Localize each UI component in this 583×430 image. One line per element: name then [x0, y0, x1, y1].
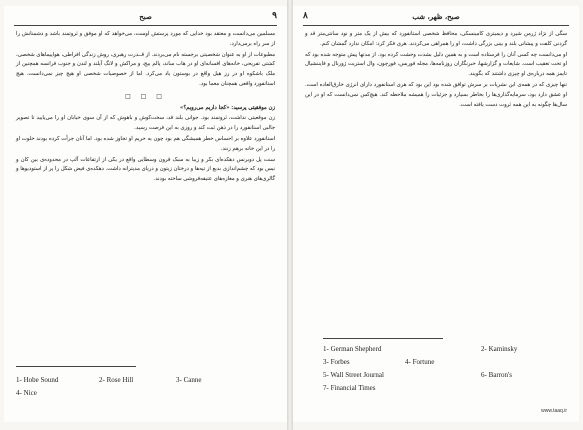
paragraph: سگی از نژاد ژرمن شپرد و دیمیتری کامینسکی، محافظ شخصی استانفورد که بیش از یک متر و نود سانتی‌متر قد و گردنی کلفت و پیشانی بلند و بینی بزرگی داشت، او را همراهی می‌کردند. هری فکر کرد: امکان ندارد گمشان کنم.: [305, 31, 567, 47]
footnote: 3- Forbes: [323, 358, 350, 366]
footnote: 5- Wall Street Journal: [323, 371, 384, 379]
paragraph: سنت پل دوبرنس دهکده‌ای بکر و زیبا به سبک قرون وسطایی واقع در یکی از ارتفاعات آلپ در محدوده‌ی بین کان و نیس بود که چشم‌اندازی بدیع از تپه‌ها و درختان زیتون و دریای مدیترانه داشت. دهکده‌ی فیض شکل را پر از استودیوها و گالری‌های هنری و مغازه‌های عتیقه‌فروشی ساخته بودند.: [16, 156, 275, 183]
left-header-title: صبح: [139, 12, 152, 21]
paragraph: مطبوعات از او به عنوان شخصیتی برجسته نام می‌بردند. از قــدرت رهبری، روش زندگی افراطی، هواپیماهای شخصی، کشتی تفریحی، خانه‌های افسانه‌ای او در هاب ساند، پالم بیچ، و مراکش و لانگ آیلند و لندن و جنوب فرانسه همچنین از ملک باشکوه او در رز هیل واقع در بوستون یاد می‌کرد. اما از خصوصیات شخصی او هیچ چیز نمی‌دانست. هیچ استانفورد واقعی همچنان معما بود.: [16, 51, 275, 87]
right-page: [293, 6, 579, 422]
subheading: زن موفقیتی پرسید: «کجا داریم می‌رویم؟»: [180, 104, 275, 111]
left-page: [4, 6, 287, 422]
footnote: 4- Nice: [16, 389, 37, 397]
footnote: 1- German Shepherd: [323, 345, 382, 353]
left-footnote-rule: [16, 366, 136, 367]
footnote: 3- Canne: [176, 376, 202, 384]
right-footnote-rule: [323, 338, 443, 339]
left-header-rule: [14, 25, 277, 26]
section-break: □ □ □: [125, 92, 166, 100]
left-body-text: [16, 30, 275, 356]
site-url: www.taaq.ir: [541, 408, 567, 414]
paragraph: مسلمین می‌دانست و معتقد بود خدایی که مورد پرستش اوست، می‌خواهد که او موفق و ثروتمند باشد و دشمنانش را از سر راه برمی‌دارد.: [16, 31, 275, 47]
right-page-number: ۸: [303, 11, 308, 21]
right-header-rule: [303, 25, 569, 26]
footnote: 7- Financial Times: [323, 384, 376, 392]
paragraph: زن موقعیتی نداشت، ثروتمند بود. جوانی بلند قد، سخت‌کوش و باهوش که از آن سوی خیابان او را می‌پایید تا تصویر جالبی استانفورد را در ذهن ثبت کند و روزی به این فرصت رسید.: [16, 115, 275, 132]
paragraph: او می‌دانست چه کسی آنان را فرستاده است و به همین دلیل بشدت وحشت کرده بود. از مدتها پیش متوجه شده بود که او تحت تعقیب است. شایعات و گزارشها، خبرنگاران روزنامه‌ها، مجله فوربس، فورچون، وال استریت ژورنال و فایننشیال تایمز همه درباره‌ی او چیزی داشتند که بگویند.: [305, 51, 567, 78]
footnote: 6- Barron's: [481, 371, 513, 379]
paragraph: تنها چیزی که در همه‌ی این نشریات بر سرش توافق شده بود این بود که هری استانفورد دارای انرژی خارق‌العاده است. او عشق دارد بود، سرمایه‌گذاری‌ها را بخاطر بسپارد و جزئیات را همیشه ملاحظه کند. هیچ‌کس نمی‌دانست که او در این سال‌ها چگونه به این همه ثروت دست یافته است.: [305, 81, 567, 108]
paragraph: استانفورد علاوه بر احساس خطر همیشگی هم بود چون به حریم او تجاوز شده بود. اما آنان جرأت کرده بودند خلوت او را در این خانه برهم زنند.: [16, 135, 275, 152]
footnote: 2- Rose Hill: [99, 376, 134, 384]
left-running-header: [14, 12, 277, 24]
footnote: 1- Hobe Sound: [16, 376, 59, 384]
right-body-text: [305, 30, 567, 330]
right-header-title: صبح، ظهر، شب: [412, 12, 460, 21]
footnote: 4- Fortune: [405, 358, 435, 366]
left-page-number: ۹: [272, 11, 277, 21]
footnote: 2- Kaminsky: [481, 345, 518, 353]
right-running-header: [303, 12, 569, 24]
